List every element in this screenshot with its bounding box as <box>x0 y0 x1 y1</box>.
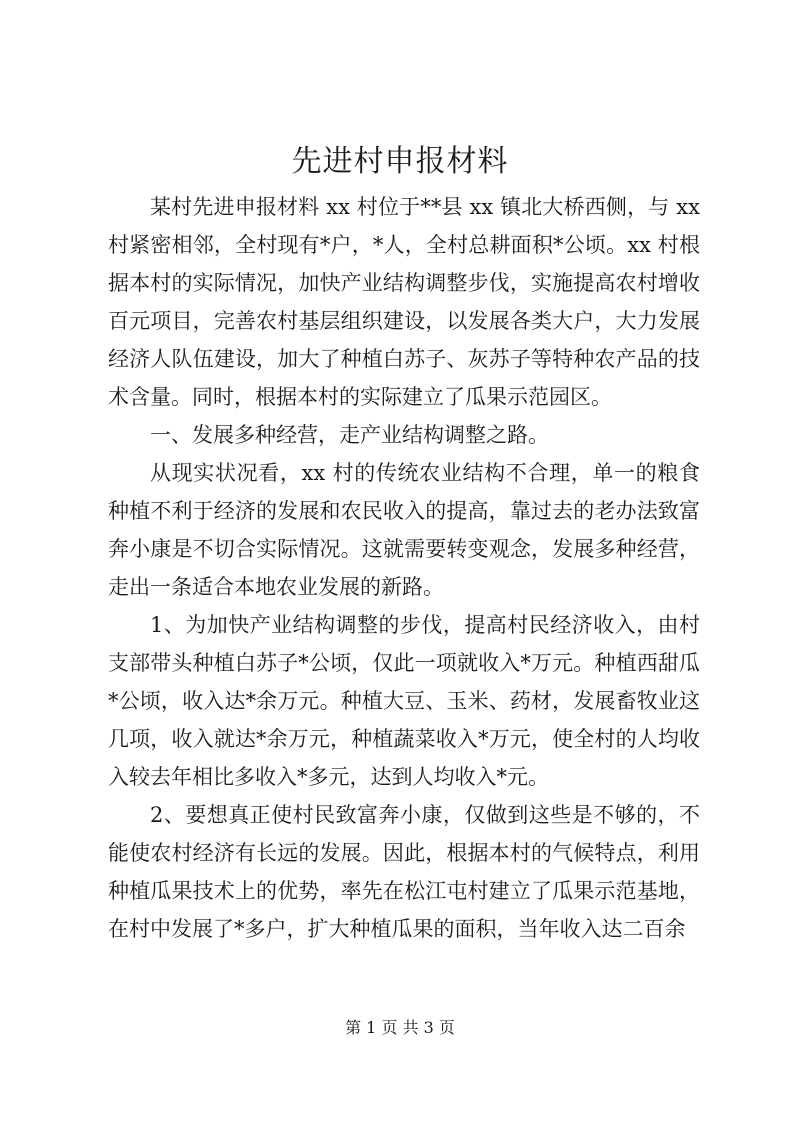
document-title: 先进村申报材料 <box>291 144 509 179</box>
paragraph-item-2: 2、要想真正使村民致富奔小康，仅做到这些是不够的，不能使农村经济有长远的发展。因此，根据本村的气候特点，利用种植瓜果技术上的优势，率先在松江屯村建立了瓜果示范基地，在村中发展了*多户，扩大种植瓜果的面积，当年收入达二百余 <box>108 803 700 941</box>
paragraph-item-1: 1、为加快产业结构调整的步伐，提高村民经济收入，由村支部带头种植白苏子*公顷，仅此一项就收入*万元。种植西甜瓜*公顷，收入达*余万元。种植大豆、玉米、药材，发展畜牧业这几项，收入就达*余万元，种植蔬菜收入*万元，使全村的人均收入较去年相比多收入*多元，达到人均收入*元。 <box>108 613 700 789</box>
paragraph-intro: 某村先进申报材料 xx 村位于**县 xx 镇北大桥西侧，与 xx 村紧密相邻，全村现有*户，*人，全村总耕面积*公顷。xx 村根据本村的实际情况，加快产业结构调整步伐，实施提高农村增收百元项目，完善农村基层组织建设，以发展各类大户，大力发展经济人队伍建设，加大了种植白苏子、灰苏子等特种农产品的技术含量。同时，根据本村的实际建立了瓜果示范园区。 <box>108 195 700 409</box>
section-heading-1: 一、发展多种经营，走产业结构调整之路。 <box>150 423 549 447</box>
paragraph-current-situation: 从现实状况看，xx 村的传统农业结构不合理，单一的粮食种植不利于经济的发展和农民收入的提高，靠过去的老办法致富奔小康是不切合实际情况。这就需要转变观念，发展多种经营，走出一条适合本地农业发展的新路。 <box>108 461 700 599</box>
page-number-footer: 第 1 页 共 3 页 <box>345 1018 455 1037</box>
document-body <box>108 188 700 948</box>
